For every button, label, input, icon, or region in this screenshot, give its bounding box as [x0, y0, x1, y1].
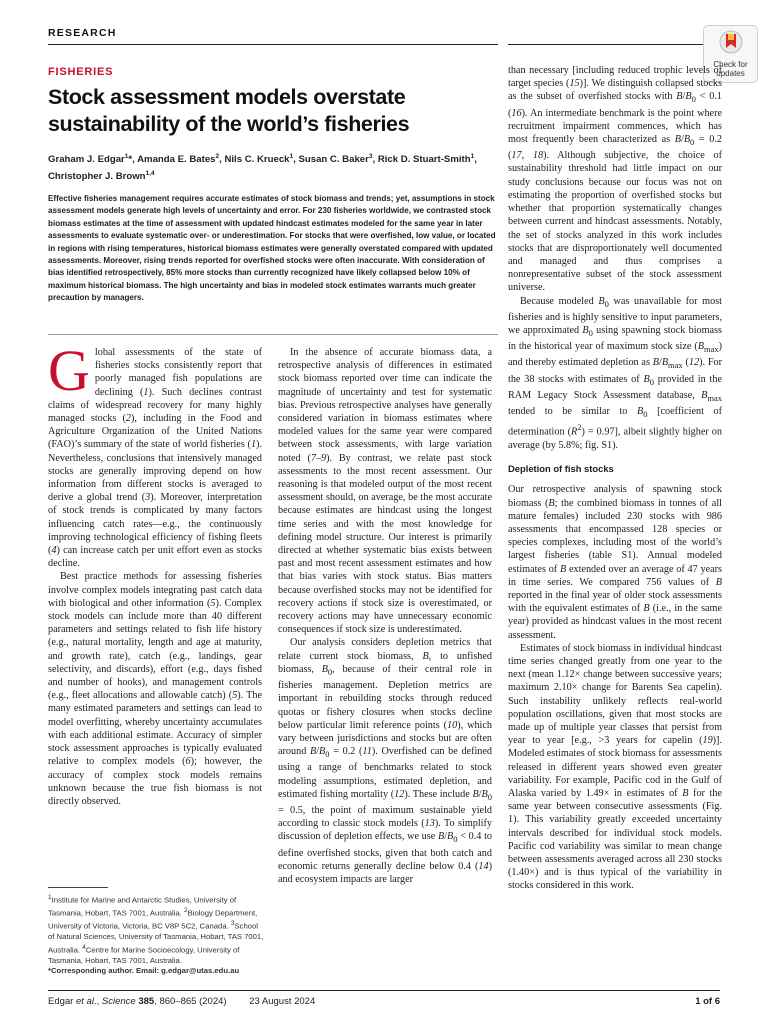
- paragraph-retrospective-analysis: Our retrospective analysis of spawning stock biomass (B; the combined biomass in tonnes of all mature females) included 230 stocks with 986 assessments that encompassed 128 species or species complexes, including most of the world’s largest fisheries (table S1). Annual modeled estimates of B extended over an average of 47 years in time series. We compared 756 values of B reported in the final year of older stock assessments with the equivalent estimates of B (i.e., in the same year) provided as hindcast values in the most recent assessment.: [508, 484, 722, 641]
- paragraph-best-practice: Best practice methods for assessing fisheries involve complex models integrating past catch data with biological and other information (5). Complex stock models can include more than 40 different parameters and settings related to fish life history (e.g., natural mortality, length and age at maturity, and growth rate), catch (e.g., landings, gear selectivity, and discards), effort (e.g., days fished and number of hooks), and management controls (e.g., fleet allocations and allowable catch) (5). The many estimated parameters and settings can lead to model overfitting, whereby uncertainty accumulates with each additional estimate. Accuracy of simpler stock assessment approaches is typically evaluated relative to complex models (6); however, the accuracy of complex stock models remains unknown because the true fish biomass is not directly observed.: [48, 571, 263, 807]
- affiliations: [48, 893, 264, 977]
- author-list: Graham J. Edgar$^1$*, Amanda E. Bates$^2$, Nils C. Krueck$^1$, Susan C. Baker$^3$, Rick D. Stuart-Smith$^1$, Christopher J. Brown$^{1,4}$: [48, 153, 477, 183]
- abstract-rule: [48, 334, 498, 335]
- footer-citation-block: [48, 996, 315, 1007]
- abstract: Effective fisheries management requires accurate estimates of stock biomass and trends; yet, assumptions in stock assessment models generate high levels of uncertainty and error. For 230 fisheries worldwide, we contrasted stock biomass estimates at the time of assessment with updated hindcast estimates modeled for the same year in later assessments to evaluate systematic over- or underestimation. For stocks that were overfished, low value, or located in regions with rising temperatures, historical biomass estimates were generally overstated compared with updated assessments. Moreover, rising trends reported for overfished stocks were often inaccurate. With consideration of bias identified retrospectively, 85% more stocks than currently recognized have likely collapsed below 10% of maximum historical biomass. The high uncertainty and bias in modeled stock estimates warrants much greater precaution by managers.: [48, 194, 496, 303]
- header-rule: [48, 44, 498, 45]
- badge-line-2: updates: [716, 69, 745, 78]
- article-kicker: FISHERIES: [48, 66, 114, 78]
- body-column-2: [278, 346, 492, 886]
- footer-citation: Edgar et al., Science 385, 860–865 (2024): [48, 996, 227, 1007]
- paragraph-collapsed: than necessary [including reduced trophic levels of target species (15)]. We distinguish collapsed stocks as the subset of overfished stocks with $B/B_0 < 0.1$ (16). An intermediate benchmark is the point where recruitment impairment commences, which has most frequently been characterized as $B/B_0 = 0.2$ (17, 18). Although subjective, the choice of sustainability threshold had little impact on our study conclusions because our focus was not on estimating the proportion of overfished stocks but whether that proportion systematically changes between current and hindcast assessments. Notably, the set of stocks analyzed in this work includes stocks that are disproportionately well documented and managed and thus comprises a nonrepresentative subset of the stock assessment universe.: [508, 65, 723, 294]
- header-rule-right: [508, 44, 720, 45]
- footer-date: 23 August 2024: [249, 996, 316, 1007]
- paragraph-depletion-metrics: Our analysis considers depletion metrics that relate current stock biomass, B, to unfished biomass, $B_0$, because of their central role in fisheries management. Depletion metrics are important in rebuilding stocks through reduced quotas or fishery closures when stocks decline below particular limit reference points (10), which vary between jurisdictions and stocks but are often around $B/B_0 = 0.2$ (11). Overfished can be defined using a range of benchmarks related to stock modeling assumptions, estimated depletion, and estimated fishing mortality (12). These include $B/B_0 = 0.5$, the point of maximum sustainable yield according to classic stock models (13). To simplify discussion of depletion effects, we use $B/B_0 < 0.4$ to define overfished stocks, given that both catch and economic returns generally decline below 0.4 (14) and ecosystem impacts are larger: [278, 637, 493, 886]
- paragraph-intro: lobal assessments of the state of fisheries stocks consistently report that poorly managed fish populations are declining (1). Such declines contrast claims of widespread recovery for many highly managed stocks (2), including in the Food and Agriculture Organization of the United Nations (FAO)’s summary of the state of world fisheries (1). Nevertheless, conclusions that intensively managed stocks are generally improving depend on how information from different stocks is averaged to derive a global trend (3). Moreover, interpretation of stock trends is complicated by many factors influencing catch rates—e.g., the continuously improving technological efficiency of fishing fleets (4) can increase catch per unit effort even as stocks decline.: [48, 347, 262, 570]
- page-number: 1 of 6: [695, 996, 720, 1007]
- section-heading-depletion: Depletion of fish stocks: [508, 463, 614, 475]
- section-label: RESEARCH: [48, 27, 117, 39]
- drop-cap: G: [48, 338, 90, 403]
- paragraph-variability: Estimates of stock biomass in individual hindcast time series changed greatly from one year to the next (mean 1.12× change between successive years; maximum 2.10× change for Barents Sea capelin). Such instability unlikely reflects real-world population oscillations, given that most stocks are made up of multiple year classes that persist from year to year [e.g., >3 years for capelin (19)]. Modeled estimates of stock biomass for assessments released in different years showed even greater variability. For example, Pacific cod in the Gulf of Alaska varied by 1.49× in estimates of B for the same year between consecutive assessments (Fig. 1). This variability greatly exceeded uncertainty intervals described for individual stock models. Pacific cod variability was similar to mean change between assessments averaged across all 230 stocks (1.40×) and is thus typical of the variability in stocks considered in this work.: [508, 642, 722, 892]
- article-title: Stock assessment models overstate sustainability of the world’s fisheries: [48, 85, 410, 136]
- update-ribbon-icon: [719, 30, 743, 54]
- paragraph-bmax: Because modeled $B_0$ was unavailable for most fisheries and is highly sensitive to input parameters, we approximated $B_0$ using spawning stock biomass in the historical year of maximum stock size $(B_{max})$ and thereby estimated depletion as $B/B_{max}$ (12). For the 38 stocks with estimates of $B_0$ provided in the RAM Legacy Stock Assessment database, $B_{max}$ tended to be similar to $B_0$ [coefficient of determination $(R^2) = 0.97$], albeit slightly higher on average (by 5.8%; fig. S1).: [508, 295, 723, 451]
- footer-rule: [48, 990, 720, 991]
- body-column-3: [508, 64, 722, 893]
- body-column-1: [48, 338, 263, 808]
- affiliation-list: $^1$Institute for Marine and Antarctic Studies, University of Tasmania, Hobart, TAS 7001, Australia. $^2$Biology Department, University of Victoria, Victoria, BC V8P 5C2, Canada. $^3$School of Natural Sciences, University of Tasmania, Hobart, TAS 7001, Australia. $^4$Centre for Marine Socioecology, University of Tasmania, Hobart, TAS 7001, Australia.: [48, 894, 264, 965]
- badge-line-1: Check for: [713, 60, 748, 69]
- affiliation-rule: [48, 887, 108, 888]
- corresponding-author: *Corresponding author. Email: g.edgar@utas.edu.au: [48, 966, 240, 976]
- paragraph-retrospective: In the absence of accurate biomass data, a retrospective analysis of differences in estimated stock biomass reported over time can indicate the magnitude of uncertainty and test for systematic bias. Previous retrospective analyses have generally considered variation in biomass estimates where modeled values for the same year were compared between stock assessments, with large variation noted (7–9). By contrast, we relate past stock assessments to the most recent assessment. Our reasoning is that modeled output of the most recent assessment should, on average, be the most accurate because estimates are hindcast using the longest time series and with the most knowledge for defining model structure. Our interest is primarily directed at whether systematic bias exists between past and most recent assessment estimates and how that bias varies with stock status. Bias matters because overfished stocks may not be identified for recovery actions if stock size is overestimated, or recovery actions may have unnecessary economic consequences if stock size is underestimated.: [278, 347, 492, 636]
